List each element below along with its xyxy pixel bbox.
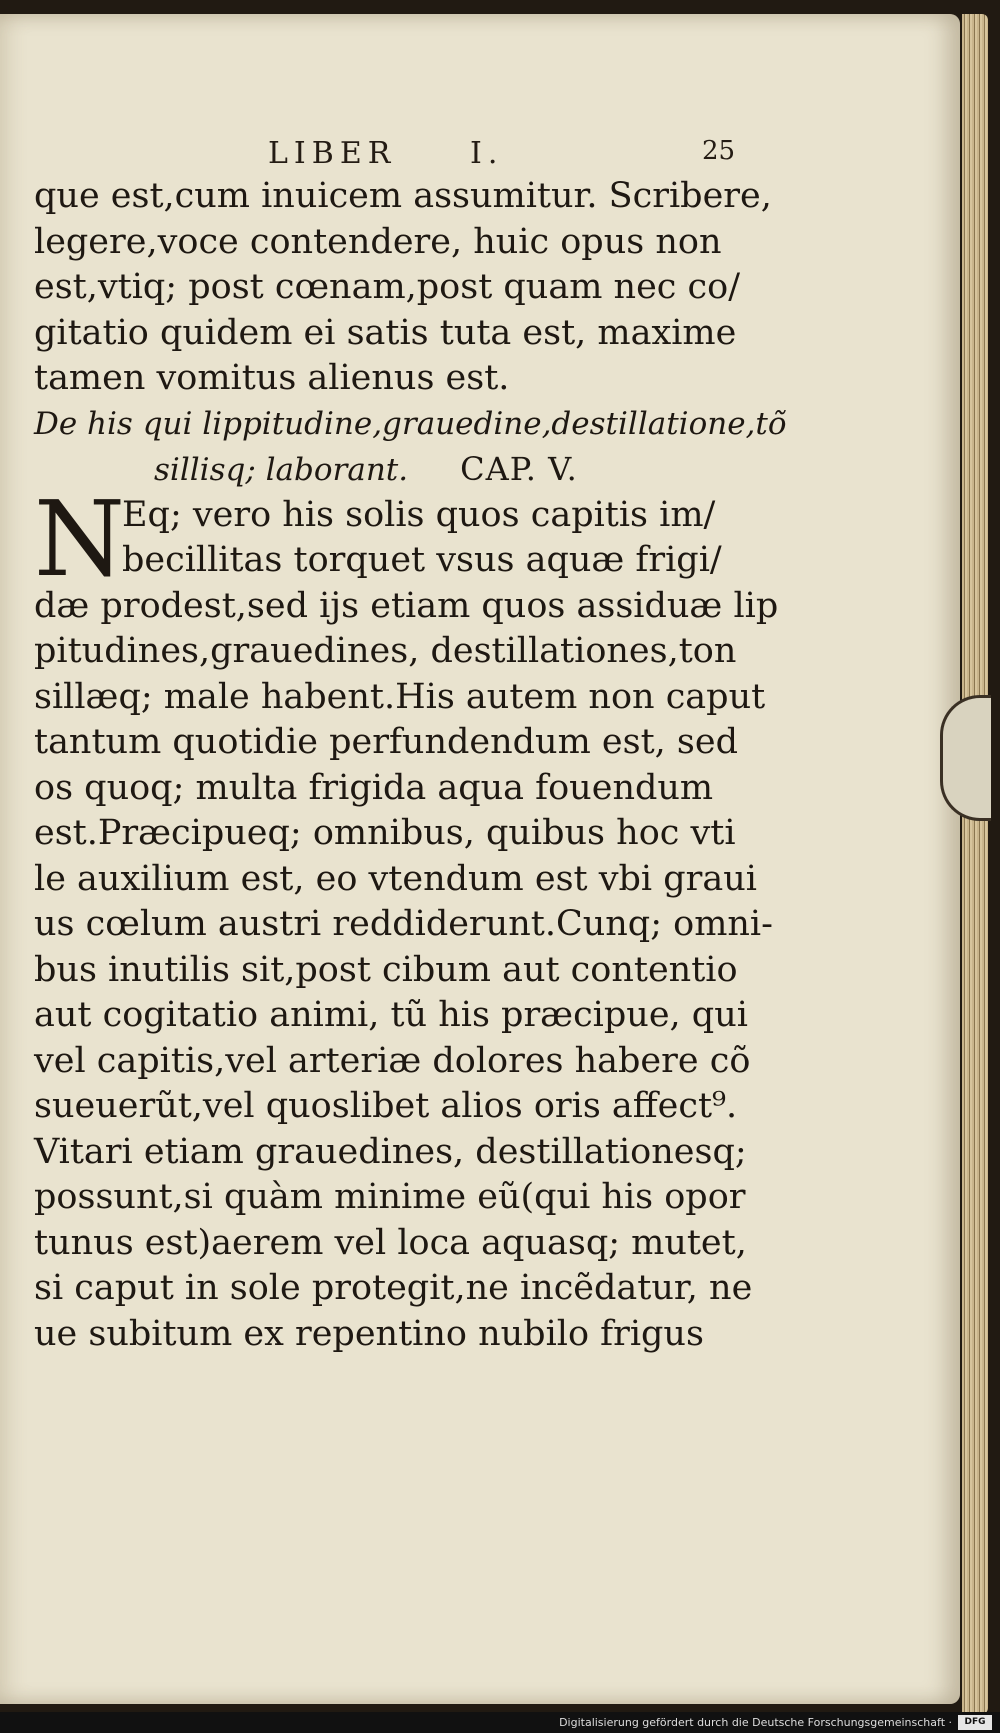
folio-number: 25 [702, 136, 736, 166]
dropcap-paragraph [34, 477, 754, 600]
text-line: est.Præcipueq; omnibus, quibus hoc vti [34, 813, 736, 853]
text-line: bus inutilis sit,post cibum aut contentio [34, 949, 738, 990]
text-line: tunus est)aerem vel loca aquasq; mutet, [34, 1222, 747, 1263]
text-line: que est,cum inuicem assumitur. Scribere, [34, 176, 772, 216]
book-page [0, 14, 960, 1704]
chapter-label: CAP. V. [460, 450, 578, 488]
text-line: le auxilium est, eo vtendum est vbi graui [34, 858, 757, 899]
text-line: tamen vomitus alienus est. [34, 358, 510, 398]
running-head-book-number: I. [470, 136, 504, 171]
footer-bar [0, 1712, 1000, 1733]
text-line: sillæq; male habent.His autem non caput [34, 676, 766, 717]
footer-credit: Digitalisierung gefördert durch die Deutsche Forschungsgemeinschaft · [559, 1716, 952, 1729]
text-line: est,vtiq; post cœnam,post quam nec co/ [34, 267, 740, 307]
text-line: pitudines,grauedines, destillationes,ton [34, 631, 737, 671]
chapter-heading-line-2 [34, 447, 754, 493]
text-line: os quoq; multa frigida aqua fouendum [34, 767, 714, 808]
running-head [0, 136, 960, 172]
text-line: aut cogitatio animi, tũ his præcipue, qui [34, 995, 748, 1035]
page-clip [940, 695, 991, 821]
text-line: us cœlum austri reddiderunt.Cunq; omni- [34, 904, 773, 944]
text-line: Eq; vero his solis quos capitis im/ [122, 494, 716, 535]
page-edge [962, 14, 988, 1714]
chapter-heading-line-1: De his qui lippitudine,grauedine,destillatione,tõ [34, 405, 787, 442]
text-line: si caput in sole protegit,ne incẽdatur, ne [34, 1268, 753, 1308]
running-head-title: LIBER [268, 136, 397, 171]
text-line: tantum quotidie perfundendum est, sed [34, 722, 738, 762]
text-line: ue subitum ex repentino nubilo frigus [34, 1313, 704, 1354]
text-line: gitatio quidem ei satis tuta est, maxime [34, 312, 737, 353]
text-line: legere,voce contendere, huic opus non [34, 221, 722, 262]
text-line: becillitas torquet vsus aquæ frigi/ [122, 540, 722, 580]
text-line: vel capitis,vel arteriæ dolores habere cõ [34, 1040, 751, 1081]
dfg-logo: DFG [958, 1715, 992, 1730]
drop-cap: N [34, 477, 125, 600]
text-line: Vitari etiam grauedines, destillationesq; [34, 1131, 747, 1172]
text-line: possunt,si quàm minime eũ(qui his opor [34, 1177, 746, 1217]
text-line: dæ prodest,sed ijs etiam quos assiduæ lip [34, 585, 779, 626]
text-block [34, 174, 787, 1357]
chapter-heading-text: sillisq; laborant. [154, 452, 409, 488]
text-line: sueuerũt,vel quoslibet alios oris affect⁹. [34, 1086, 738, 1126]
